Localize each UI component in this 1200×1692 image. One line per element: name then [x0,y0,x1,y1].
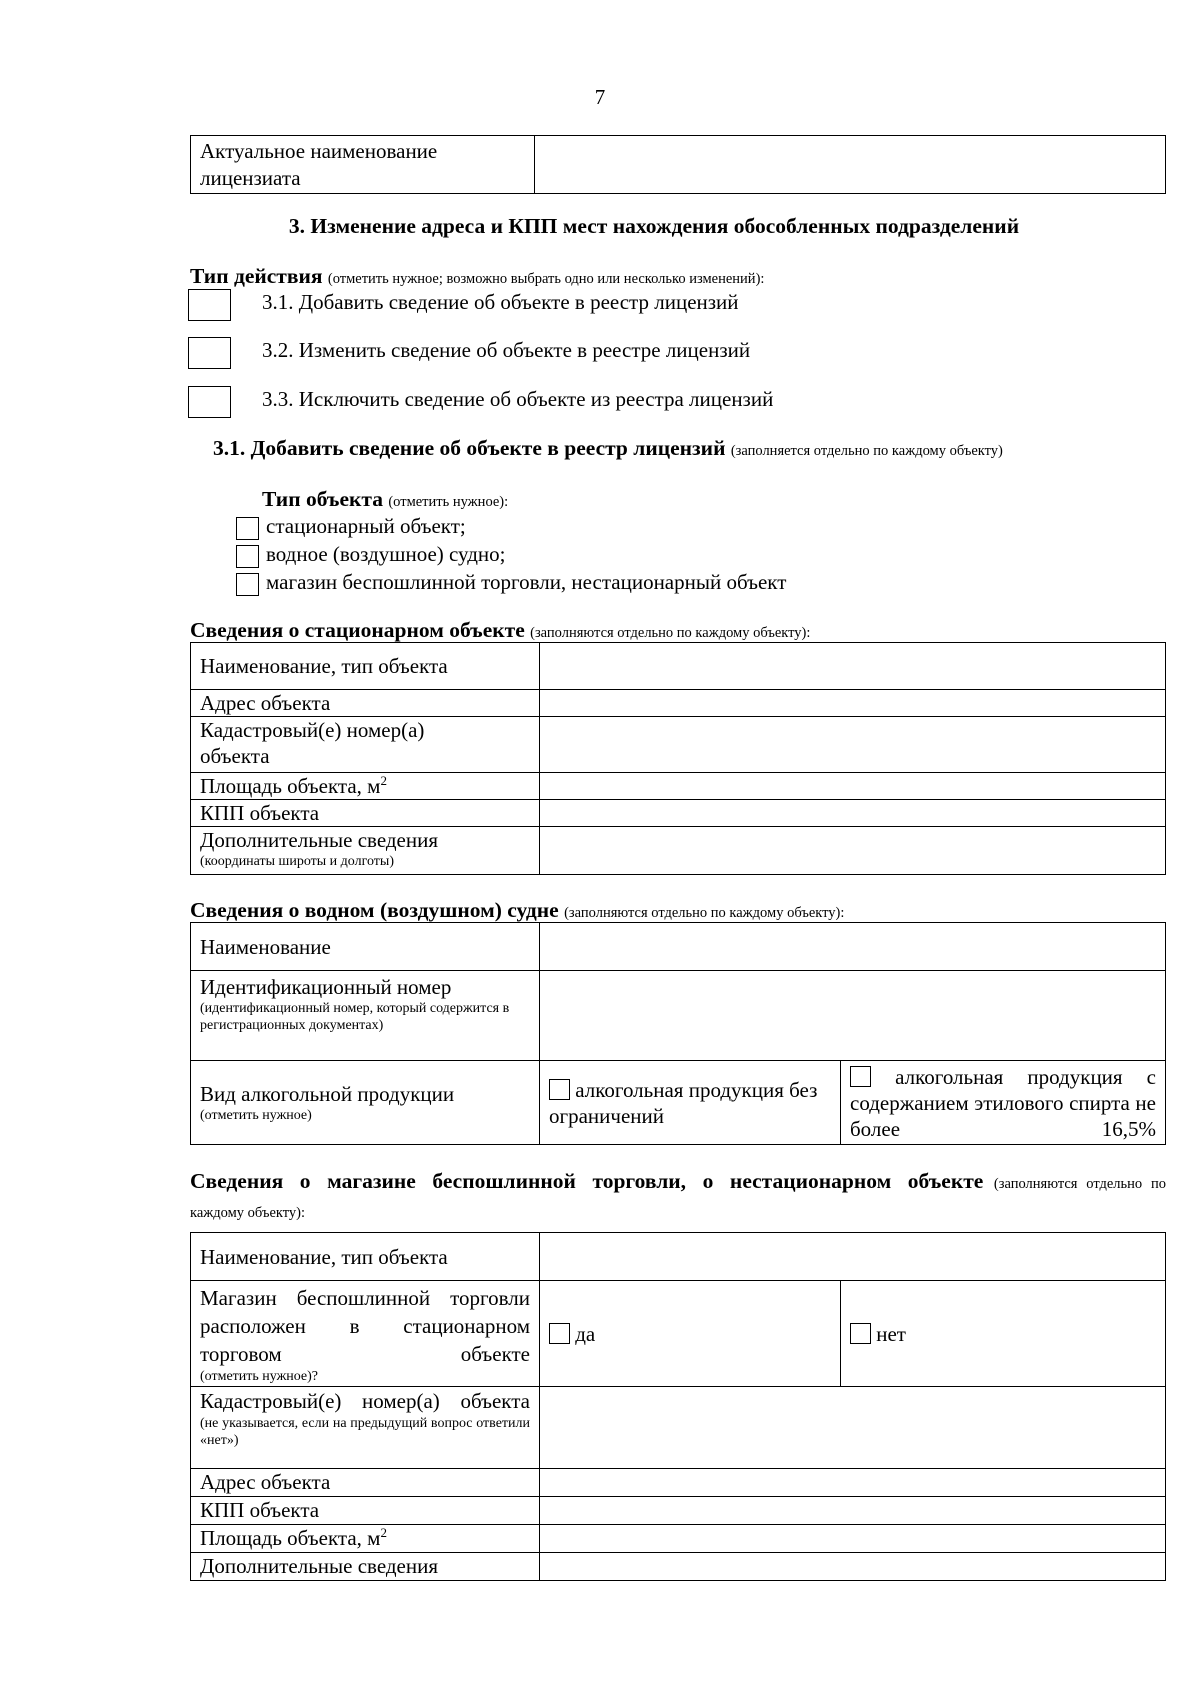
dutyfree-no-checkbox[interactable] [850,1323,871,1344]
dutyfree-yes-label: да [575,1321,596,1346]
dutyfree-yes-checkbox[interactable] [549,1323,570,1344]
stationary-extra-label: Дополнительные сведения [200,828,439,852]
dutyfree-heading [190,1168,1166,1226]
vessel-unlimited-label: алкогольная продукция без ограничений [549,1077,818,1128]
vessel-option-limited[interactable] [841,1061,1166,1145]
stationary-kpp-field[interactable] [540,800,1166,827]
action-add-checkbox[interactable] [188,289,231,321]
stationary-hint: (заполняются отдельно по каждому объекту): [530,625,811,641]
stationary-area-text: Площадь объекта, м [200,774,381,798]
dutyfree-table [190,1232,1166,1581]
dutyfree-area-sup: 2 [380,1525,387,1540]
object-dutyfree-checkbox[interactable] [236,573,259,596]
vessel-unlimited-checkbox[interactable] [549,1079,570,1100]
dutyfree-hint: (заполняются отдельно по каждому объекту): [190,1176,1166,1221]
vessel-id-label: Идентификационный номер [200,975,452,999]
dutyfree-extra-field[interactable] [540,1553,1166,1581]
action-type-heading [190,264,764,289]
stationary-area-field[interactable] [540,773,1166,800]
vessel-id-hint: (идентификационный номер, который содержится в регистрационных документах) [200,1001,510,1033]
vessel-id-field[interactable] [540,971,1166,1061]
action-type-label: Тип действия [190,264,323,288]
object-vessel-checkbox[interactable] [236,545,259,568]
vessel-table [190,922,1166,1145]
subsection-31-title: 3.1. Добавить сведение об объекте в реестр лицензий [213,436,726,460]
vessel-name-label: Наименование [191,923,540,971]
licensee-name-label: Актуальное наименование лицензиата [191,136,535,194]
stationary-area-label [191,773,540,800]
dutyfree-located-label: Магазин беспошлинной торговли расположен в стационарном торговом объекте [200,1286,530,1366]
dutyfree-kpp-field[interactable] [540,1497,1166,1525]
dutyfree-name-label: Наименование, тип объекта [191,1233,540,1281]
object-type-label: Тип объекта [262,487,383,511]
object-type-hint: (отметить нужное): [388,494,509,510]
object-dutyfree-label: магазин беспошлинной торговли, нестационарный объект [266,570,787,594]
licensee-name-field[interactable] [535,136,1166,194]
vessel-id-cell [191,971,540,1061]
vessel-title: Сведения о водном (воздушном) судне [190,898,559,922]
object-stationary-checkbox[interactable] [236,517,259,540]
action-change-label: 3.2. Изменить сведение об объекте в реестре лицензий [262,338,751,362]
action-change-checkbox[interactable] [188,337,231,369]
dutyfree-extra-label: Дополнительные сведения [191,1553,540,1581]
dutyfree-address-label: Адрес объекта [191,1469,540,1497]
licensee-table [190,135,1166,194]
dutyfree-cadastral-label: Кадастровый(е) номер(а) объекта [200,1389,530,1413]
stationary-extra-hint: (координаты широты и долготы) [200,854,394,869]
stationary-table [190,642,1166,875]
vessel-option-unlimited[interactable] [540,1061,841,1145]
subsection-31-hint: (заполняется отдельно по каждому объекту) [730,443,1003,459]
stationary-address-field[interactable] [540,690,1166,717]
dutyfree-cadastral-cell [191,1387,540,1469]
vessel-alcohol-cell [191,1061,540,1145]
dutyfree-name-field[interactable] [540,1233,1166,1281]
dutyfree-area-label [191,1525,540,1553]
dutyfree-kpp-label: КПП объекта [191,1497,540,1525]
dutyfree-no-label: нет [876,1321,906,1346]
action-add-label: 3.1. Добавить сведение об объекте в реестр лицензий [262,290,739,314]
stationary-title: Сведения о стационарном объекте [190,618,525,642]
vessel-hint: (заполняются отдельно по каждому объекту): [564,905,845,921]
dutyfree-cadastral-hint: (не указывается, если на предыдущий вопрос ответили «нет») [200,1416,530,1448]
stationary-area-sup: 2 [380,773,387,788]
dutyfree-cadastral-field[interactable] [540,1387,1166,1469]
vessel-alcohol-label: Вид алкогольной продукции [200,1082,455,1106]
action-exclude-label: 3.3. Исключить сведение об объекте из реестра лицензий [262,387,774,411]
vessel-name-field[interactable] [540,923,1166,971]
action-exclude-checkbox[interactable] [188,386,231,418]
vessel-limited-label: алкогольная продукция с содержанием этилового спирта не более 16,5% [850,1064,1157,1141]
vessel-heading [190,898,844,923]
page-number: 7 [594,85,606,109]
dutyfree-no-option[interactable] [841,1281,1166,1387]
dutyfree-title: Сведения о магазине беспошлинной торговли, о нестационарном объекте [190,1169,984,1193]
stationary-extra-field[interactable] [540,827,1166,875]
dutyfree-area-text: Площадь объекта, м [200,1526,381,1550]
subsection-31-heading [213,436,1003,461]
object-stationary-label: стационарный объект; [266,514,466,538]
dutyfree-located-cell [191,1281,540,1387]
dutyfree-area-field[interactable] [540,1525,1166,1553]
stationary-address-label: Адрес объекта [191,690,540,717]
object-vessel-label: водное (воздушное) судно; [266,542,506,566]
action-type-hint: (отметить нужное; возможно выбрать одно или несколько изменений): [327,271,765,287]
stationary-cadastral-label: Кадастровый(е) номер(а) объекта [191,717,540,773]
stationary-kpp-label: КПП объекта [191,800,540,827]
section-3-title: 3. Изменение адреса и КПП мест нахождения обособленных подразделений [288,214,1020,238]
stationary-cadastral-field[interactable] [540,717,1166,773]
stationary-name-label: Наименование, тип объекта [191,643,540,690]
object-type-heading [262,487,508,512]
dutyfree-located-hint: (отметить нужное)? [200,1369,319,1384]
dutyfree-address-field[interactable] [540,1469,1166,1497]
vessel-alcohol-hint: (отметить нужное) [200,1108,312,1123]
dutyfree-yes-option[interactable] [540,1281,841,1387]
stationary-name-field[interactable] [540,643,1166,690]
stationary-heading [190,618,810,643]
vessel-limited-checkbox[interactable] [850,1066,871,1087]
stationary-extra-cell [191,827,540,875]
